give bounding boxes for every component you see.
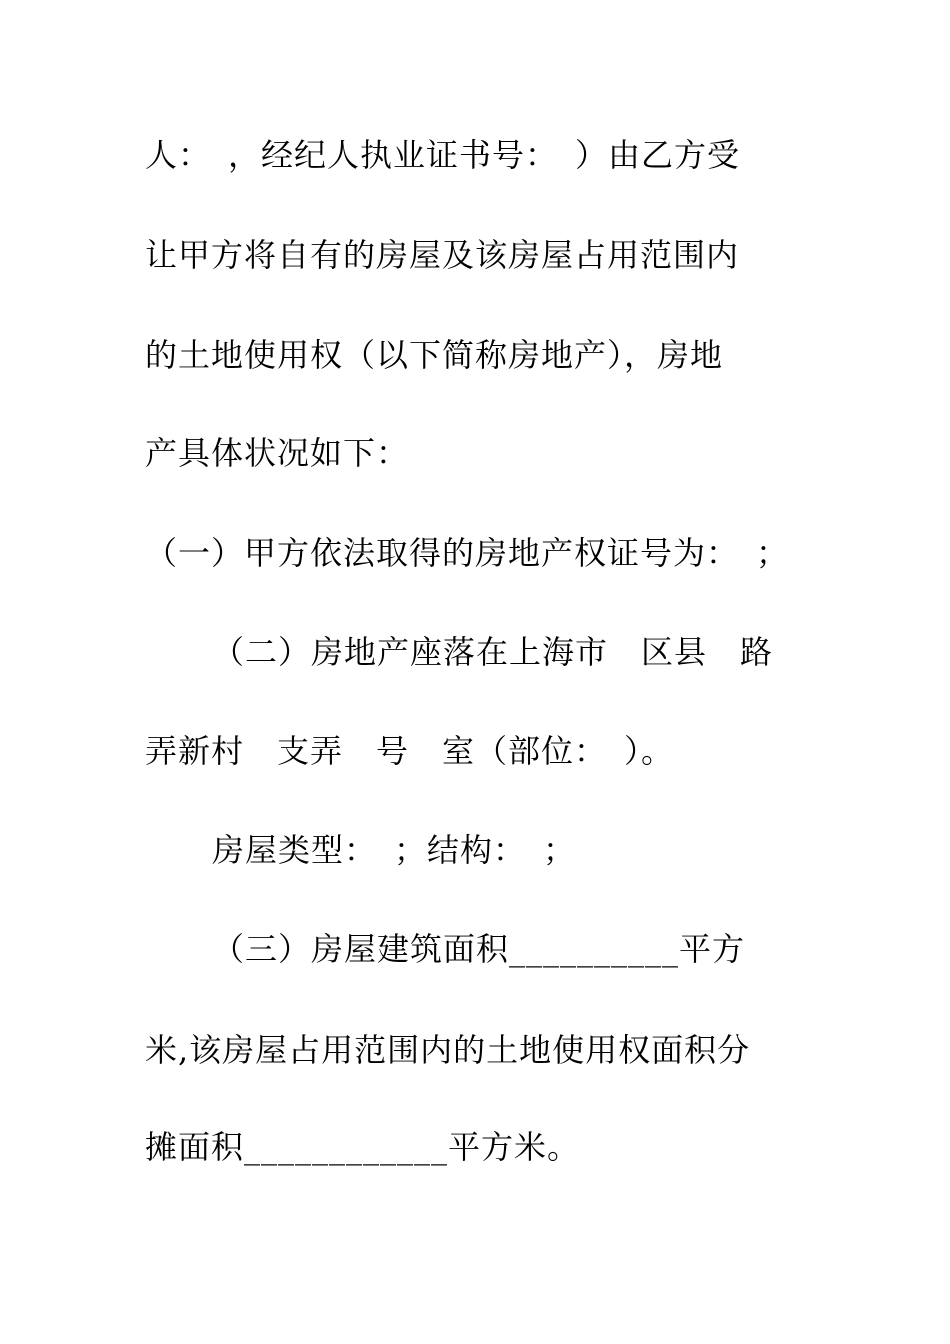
text-line-4: 产具体状况如下： — [145, 434, 410, 472]
text-line-11: 摊面积____________平方米。 — [145, 1128, 581, 1166]
text-line-9: （三）房屋建筑面积__________平方 — [212, 930, 746, 968]
text-line-2: 让甲方将自有的房屋及该房屋占用范围内 — [145, 236, 740, 274]
text-line-10: 米,该房屋占用范围内的土地使用权面积分 — [145, 1031, 751, 1069]
text-line-6: （二）房地产座落在上海市 区县 路 — [212, 633, 774, 671]
text-line-7: 弄新村 支弄 号 室（部位： ）。 — [145, 732, 675, 770]
text-line-5: （一）甲方依法取得的房地产权证号为： ； — [145, 534, 790, 572]
text-line-1: 人： ，经纪人执业证书号： ）由乙方受 — [145, 136, 741, 174]
text-line-3: 的土地使用权（以下简称房地产），房地 — [145, 336, 724, 374]
text-line-8: 房屋类型： ；结构： ； — [212, 831, 577, 869]
